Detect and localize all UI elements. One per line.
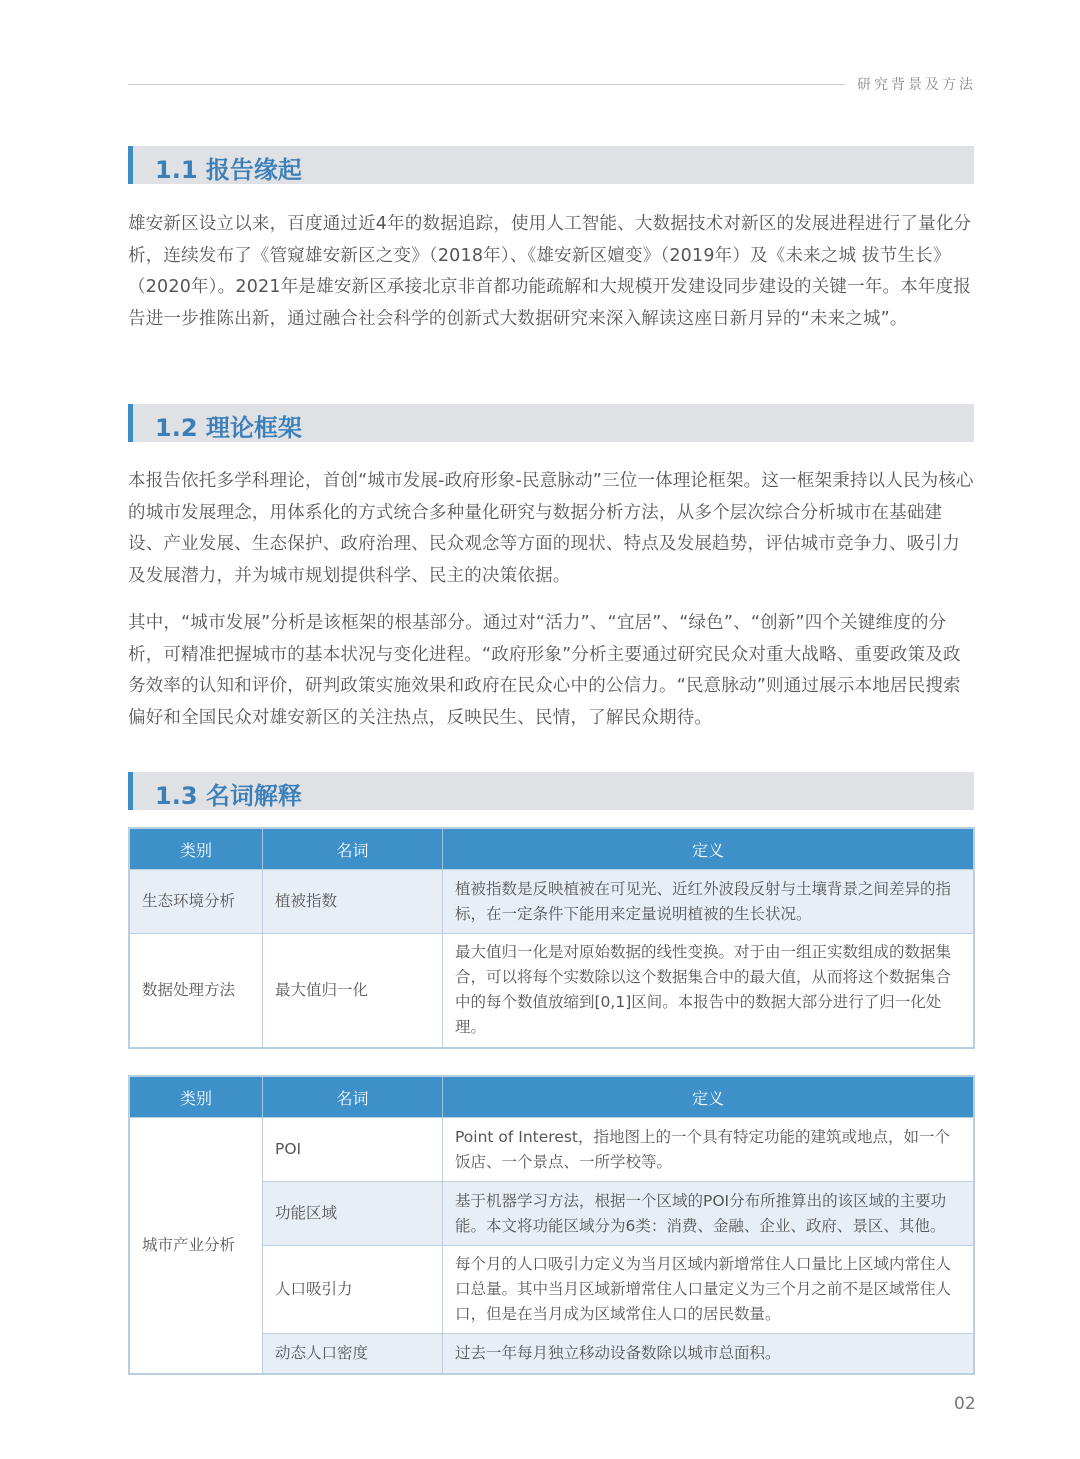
- term-cell: 植被指数: [263, 870, 443, 934]
- definition-cell: Point of Interest，指地图上的一个具有特定功能的建筑或地点，如一个饭店、一个景点、一所学校等。: [443, 1118, 975, 1182]
- section-title: 1.2 理论框架: [155, 414, 302, 442]
- table-row: [129, 1118, 974, 1182]
- header-definition: 定义: [443, 828, 975, 870]
- table-row: [129, 870, 974, 934]
- term-cell: POI: [263, 1118, 443, 1182]
- section-heading-1-2: [128, 404, 974, 442]
- definition-cell: 基于机器学习方法，根据一个区域的POI分布所推算出的该区域的主要功能。本文将功能区域分为6类：消费、金融、企业、政府、景区、其他。: [443, 1182, 975, 1246]
- term-cell: 功能区域: [263, 1182, 443, 1246]
- category-cell: 数据处理方法: [129, 934, 263, 1048]
- definition-cell: 最大值归一化是对原始数据的线性变换。对于由一组正实数组成的数据集合，可以将每个实数除以这个数据集合中的最大值，从而将这个数据集合中的每个数值放缩到[0,1]区间。本报告中的数据大部分进行了归一化处理。: [443, 934, 975, 1048]
- header-category: 类别: [129, 1076, 263, 1118]
- glossary-table-2: [128, 1075, 975, 1375]
- header-definition: 定义: [443, 1076, 975, 1118]
- paragraph: 雄安新区设立以来，百度通过近4年的数据追踪，使用人工智能、大数据技术对新区的发展进程进行了量化分析，连续发布了《管窥雄安新区之变》（2018年）、《雄安新区嬗变》（2019年）及《未来之城 拔节生长》（2020年）。2021年是雄安新区承接北京非首都功能疏解和大规模开发建设同步建设的关键一年。本年度报告进一步推陈出新，通过融合社会科学的创新式大数据研究来深入解读这座日新月异的“未来之城”。: [128, 214, 972, 329]
- header-category: 类别: [129, 828, 263, 870]
- page-number: 02: [954, 1394, 976, 1414]
- section-heading-1-3: [128, 772, 974, 810]
- section-title: 1.3 名词解释: [155, 782, 302, 810]
- section-heading-1-1: [128, 146, 974, 184]
- definition-cell: 植被指数是反映植被在可见光、近红外波段反射与土壤背景之间差异的指标，在一定条件下能用来定量说明植被的生长状况。: [443, 870, 975, 934]
- header-rule: [128, 84, 845, 85]
- header-term: 名词: [263, 828, 443, 870]
- section-title: 1.1 报告缘起: [155, 156, 302, 184]
- term-cell: 最大值归一化: [263, 934, 443, 1048]
- table-header-row: [129, 828, 974, 870]
- running-title: 研究背景及方法: [857, 77, 976, 93]
- category-cell: 生态环境分析: [129, 870, 263, 934]
- definition-cell: 每个月的人口吸引力定义为当月区域内新增常住人口量比上区域内常住人口总量。其中当月区域新增常住人口量定义为三个月之前不是区域常住人口，但是在当月成为区域常住人口的居民数量。: [443, 1246, 975, 1334]
- paragraph: 其中，“城市发展”分析是该框架的根基部分。通过对“活力”、“宜居”、“绿色”、“创新”四个关键维度的分析，可精准把握城市的基本状况与变化进程。“政府形象”分析主要通过研究民众对重大战略、重要政策及政务效率的认知和评价，研判政策实施效果和政府在民众心中的公信力。“民意脉动”则通过展示本地居民搜索偏好和全国民众对雄安新区的关注热点，反映民生、民情，了解民众期待。: [128, 613, 961, 728]
- category-cell: 城市产业分析: [129, 1118, 263, 1374]
- paragraph: 本报告依托多学科理论，首创“城市发展-政府形象-民意脉动”三位一体理论框架。这一框架秉持以人民为核心的城市发展理念，用体系化的方式统合多种量化研究与数据分析方法，从多个层次综合分析城市在基础建设、产业发展、生态保护、政府治理、民众观念等方面的现状、特点及发展趋势，评估城市竞争力、吸引力及发展潜力，并为城市规划提供科学、民主的决策依据。: [128, 471, 974, 586]
- term-cell: 人口吸引力: [263, 1246, 443, 1334]
- table-row: [129, 934, 974, 1048]
- table-header-row: [129, 1076, 974, 1118]
- definition-cell: 过去一年每月独立移动设备数除以城市总面积。: [443, 1334, 975, 1374]
- glossary-table-1: [128, 827, 975, 1049]
- term-cell: 动态人口密度: [263, 1334, 443, 1374]
- header-term: 名词: [263, 1076, 443, 1118]
